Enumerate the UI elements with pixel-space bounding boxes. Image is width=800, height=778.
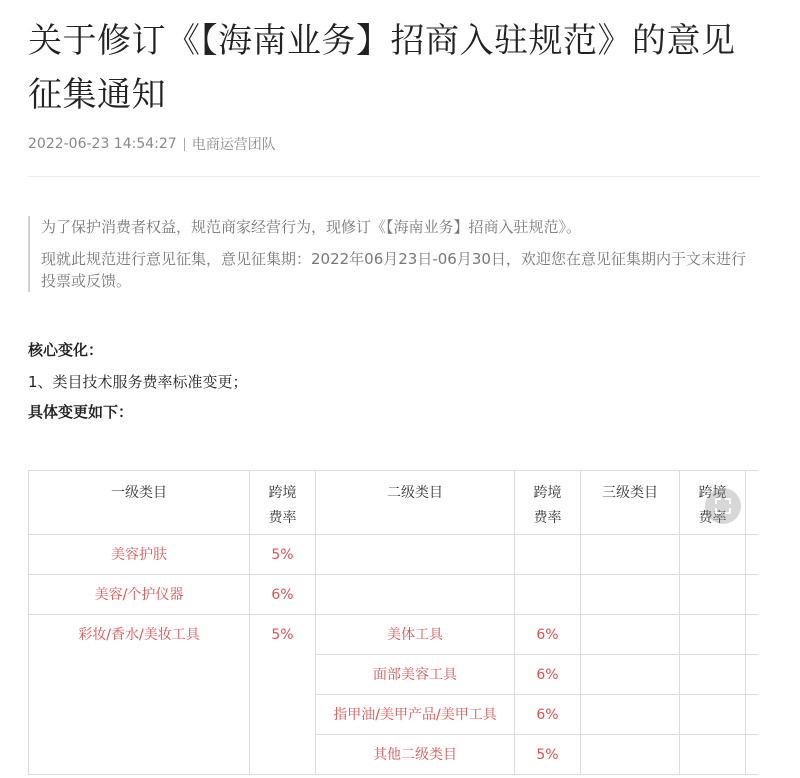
cell-cat2 bbox=[316, 575, 515, 615]
cell-rate2: 5% bbox=[515, 735, 581, 775]
table-row bbox=[29, 615, 759, 655]
cell-extra bbox=[746, 735, 759, 775]
cell-rate2 bbox=[515, 575, 581, 615]
cell-cat2: 面部美容工具 bbox=[316, 655, 515, 695]
expand-table-button[interactable] bbox=[705, 488, 741, 524]
cell-rate2: 6% bbox=[515, 615, 581, 655]
header-cat2: 二级类目 bbox=[316, 471, 515, 535]
intro-quote bbox=[28, 216, 760, 292]
cell-extra bbox=[746, 655, 759, 695]
cell-cat3 bbox=[581, 535, 680, 575]
cell-cat3 bbox=[581, 615, 680, 655]
header-cat1: 一级类目 bbox=[29, 471, 250, 535]
cell-cat3 bbox=[581, 735, 680, 775]
changes-section bbox=[28, 339, 760, 423]
cell-cat3 bbox=[581, 695, 680, 735]
cell-cat2: 指甲油/美甲产品/美甲工具 bbox=[316, 695, 515, 735]
article bbox=[28, 0, 760, 423]
changes-heading: 核心变化： bbox=[28, 341, 104, 359]
rate-table bbox=[28, 470, 758, 775]
rate-table-container[interactable] bbox=[28, 470, 758, 778]
cell-cat2: 其他二级类目 bbox=[316, 735, 515, 775]
change-item-1: 1、类目技术服务费率标准变更； bbox=[28, 373, 248, 391]
cell-rate1: 6% bbox=[250, 575, 316, 615]
cell-cat1: 彩妆/香水/美妆工具 bbox=[29, 615, 250, 775]
cell-cat2 bbox=[316, 535, 515, 575]
intro-paragraph-1: 为了保护消费者权益，规范商家经营行为，现修订《【海南业务】招商入驻规范》。 bbox=[41, 218, 582, 236]
table-header-row bbox=[29, 471, 759, 535]
cell-extra bbox=[746, 695, 759, 735]
cell-cat3 bbox=[581, 655, 680, 695]
header-cat3: 三级类目 bbox=[581, 471, 680, 535]
cell-extra bbox=[746, 535, 759, 575]
cell-rate1: 5% bbox=[250, 615, 316, 775]
article-meta bbox=[28, 134, 760, 154]
cell-rate3 bbox=[680, 735, 746, 775]
expand-icon bbox=[713, 496, 733, 516]
cell-cat1: 美容/个护仪器 bbox=[29, 575, 250, 615]
cell-cat3 bbox=[581, 575, 680, 615]
cell-rate3 bbox=[680, 615, 746, 655]
cell-rate1: 5% bbox=[250, 535, 316, 575]
cell-rate3 bbox=[680, 575, 746, 615]
cell-rate2 bbox=[515, 535, 581, 575]
header-rate1: 跨境费率 bbox=[250, 471, 316, 535]
author-link[interactable]: 电商运营团队 bbox=[191, 137, 276, 153]
header-rate2: 跨境费率 bbox=[515, 471, 581, 535]
table-row bbox=[29, 575, 759, 615]
cell-rate2: 6% bbox=[515, 695, 581, 735]
cell-rate3 bbox=[680, 535, 746, 575]
page-title: 关于修订《【海南业务】招商入驻规范》的意见征集通知 bbox=[28, 21, 736, 115]
cell-extra bbox=[746, 575, 759, 615]
publish-date: 2022-06-23 14:54:27 bbox=[28, 136, 177, 152]
cell-rate2: 6% bbox=[515, 655, 581, 695]
header-extra bbox=[746, 471, 759, 535]
cell-cat1: 美容护肤 bbox=[29, 535, 250, 575]
divider bbox=[28, 176, 760, 177]
cell-rate3 bbox=[680, 695, 746, 735]
cell-extra bbox=[746, 615, 759, 655]
table-row bbox=[29, 535, 759, 575]
details-heading: 具体变更如下： bbox=[28, 403, 134, 421]
cell-rate3 bbox=[680, 655, 746, 695]
header-rate3: 跨境费率 bbox=[680, 471, 746, 535]
intro-paragraph-2: 现就此规范进行意见征集，意见征集期：2022年06月23日-06月30日，欢迎您在意见征集期内于文末进行投票或反馈。 bbox=[41, 250, 746, 290]
cell-cat2: 美体工具 bbox=[316, 615, 515, 655]
meta-separator bbox=[184, 138, 185, 151]
